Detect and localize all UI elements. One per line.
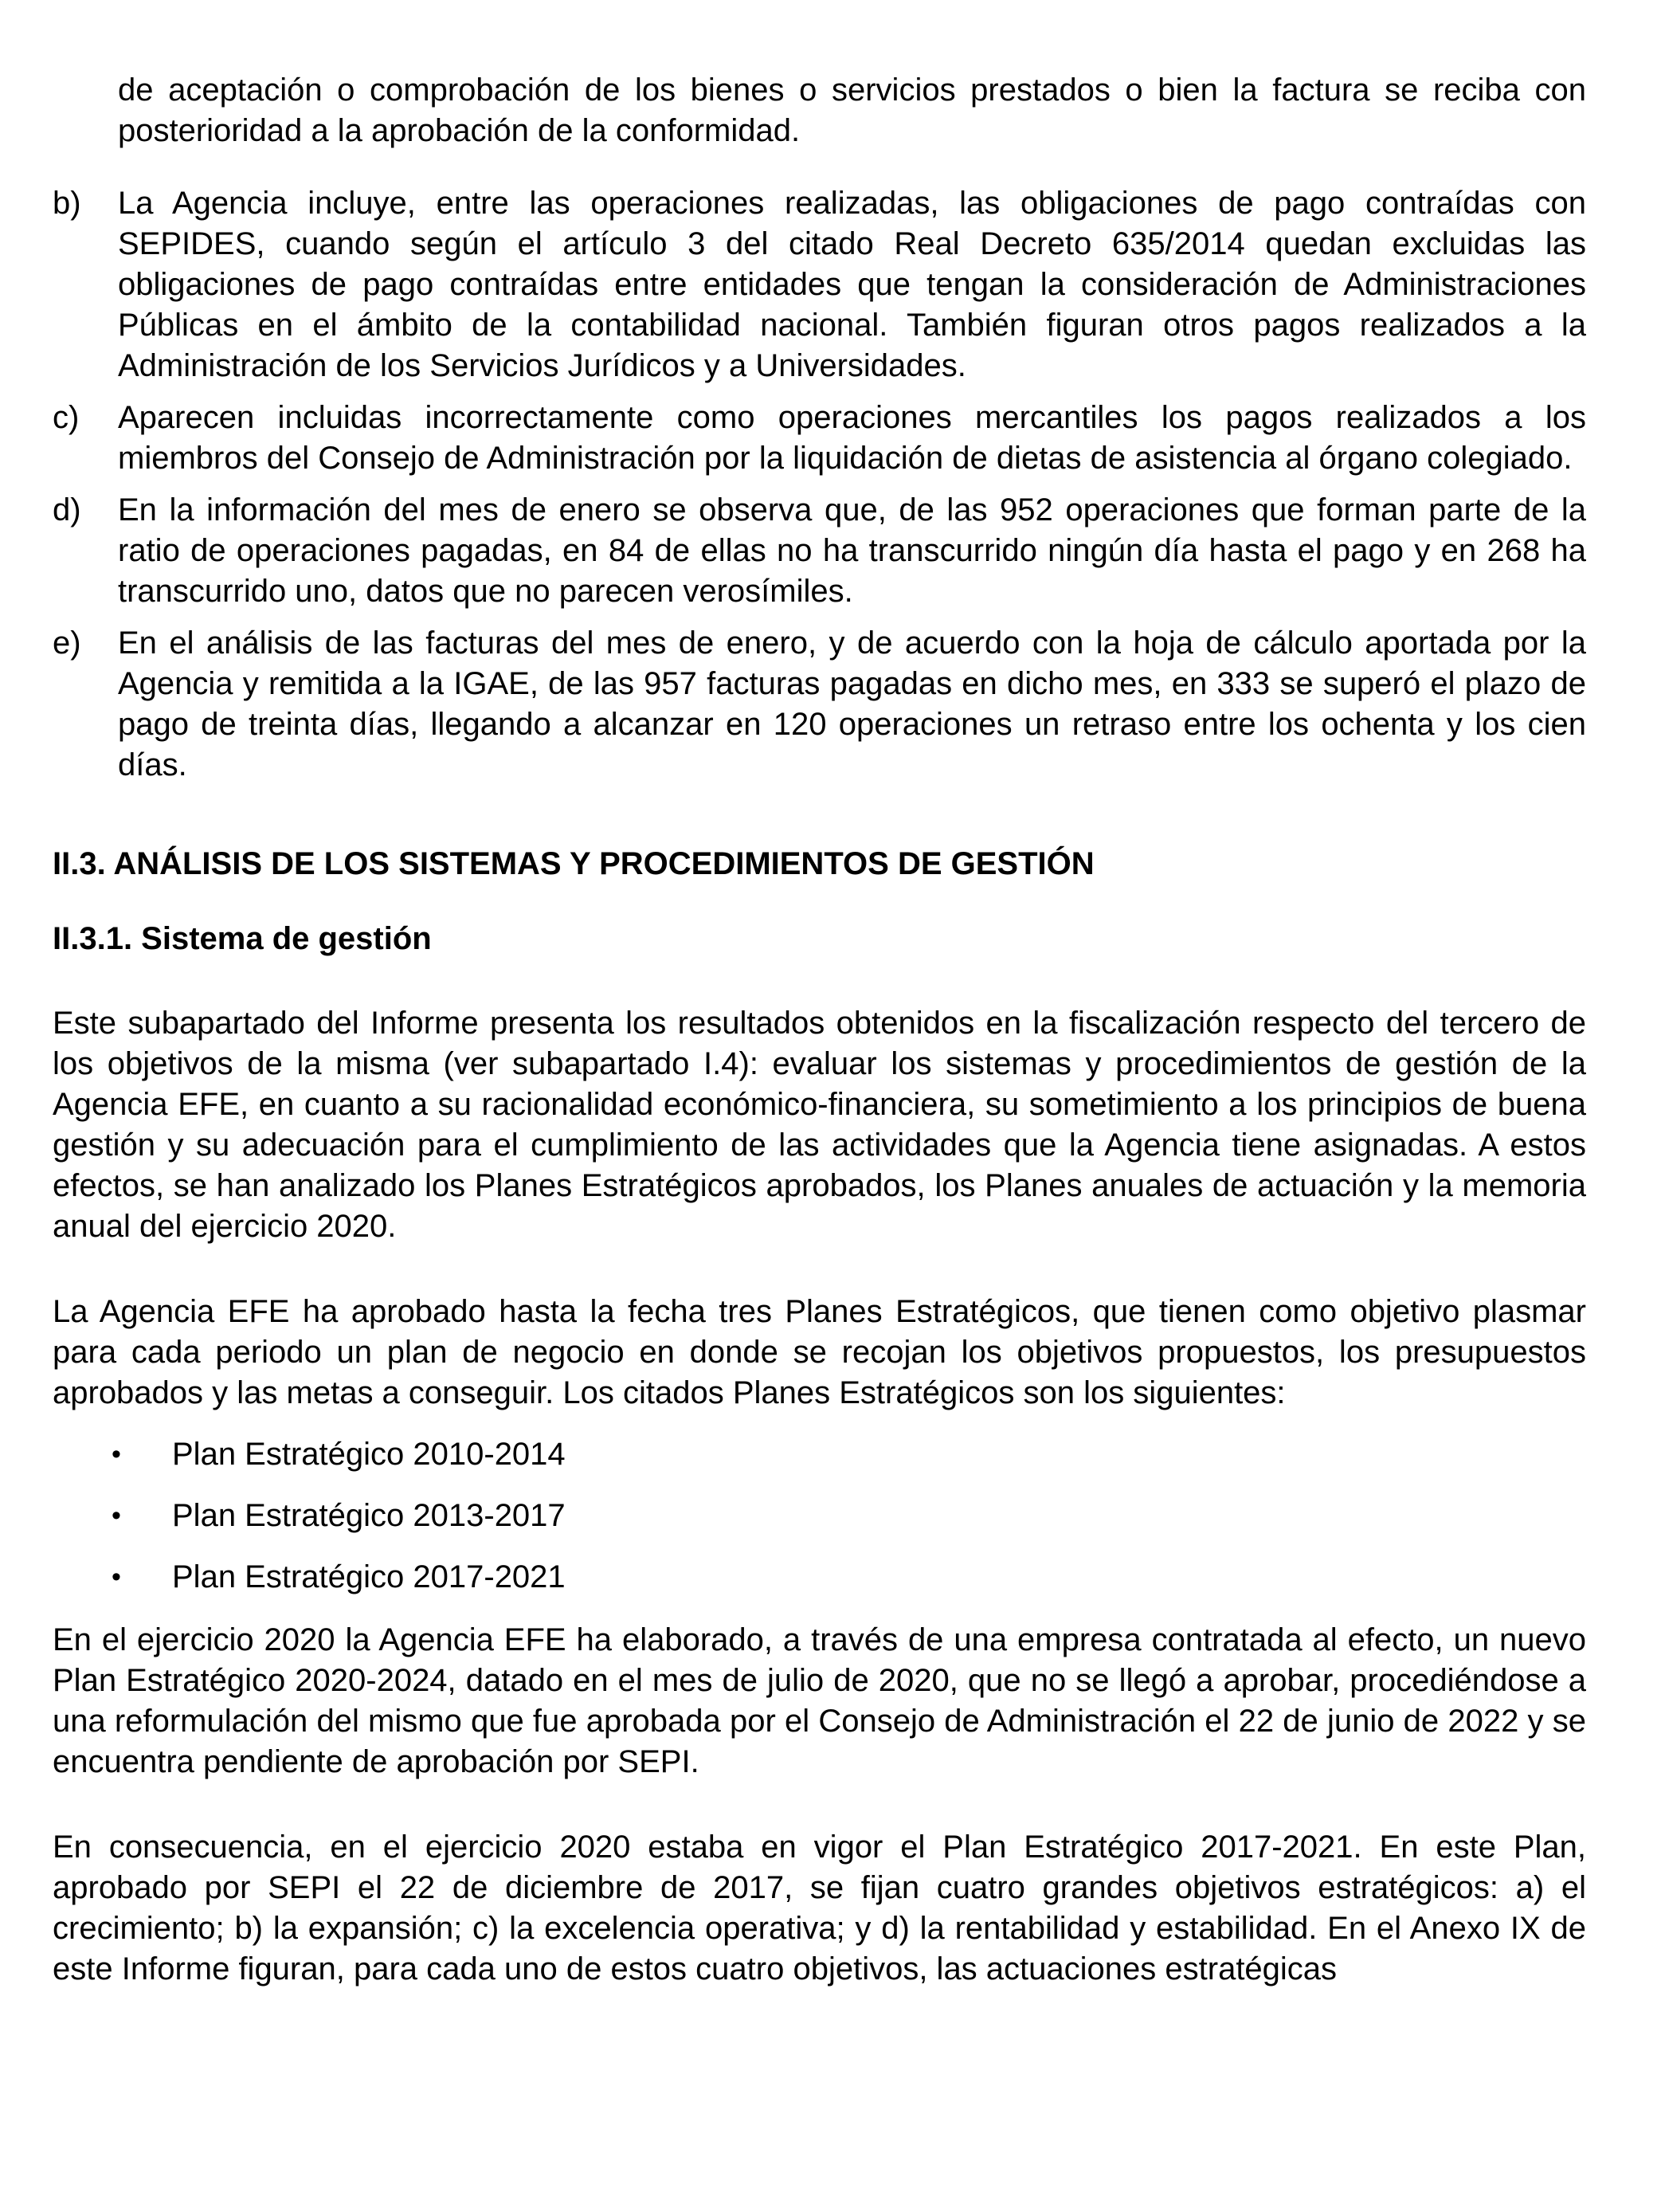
list-item-e: [53, 623, 1586, 786]
paragraph-strategic-plans: La Agencia EFE ha aprobado hasta la fecha tres Planes Estratégicos, que tienen como objetivo plasmar para cada periodo un plan de negocio en donde se recojan los objetivos propuestos, los presupuestos aprobados y las metas a conseguir. Los citados Planes Estratégicos son los siguientes:: [53, 1294, 1586, 1410]
bullet-icon: •: [112, 1439, 121, 1469]
list-item-c: [53, 398, 1586, 479]
paragraph-plan-in-force: En consecuencia, en el ejercicio 2020 estaba en vigor el Plan Estratégico 2017-2021. En este Plan, aprobado por SEPI el 22 de diciembre de 2017, se fijan cuatro grandes objetivos estratégicos: a) el crecimiento; b) la expansión; c) la excelencia operativa; y d) la rentabilidad y estabilidad. En el Anexo IX de este Informe figuran, para cada uno de estos cuatro objetivos, las actuaciones estratégicas: [53, 1830, 1586, 1986]
paragraph-objectives: Este subapartado del Informe presenta los resultados obtenidos en la fiscalización respecto del tercero de los objetivos de la misma (ver subapartado I.4): evaluar los sistemas y procedimientos de gestión de la Agencia EFE, en cuanto a su racionalidad económico-financiera, su sometimiento a los principios de buena gestión y su adecuación para el cumplimiento de las actividades que la Agencia tiene asignadas. A estos efectos, se han analizado los Planes Estratégicos aprobados, los Planes anuales de actuación y la memoria anual del ejercicio 2020.: [53, 1006, 1586, 1244]
bullet-text: Plan Estratégico 2013-2017: [172, 1498, 566, 1533]
list-marker: b): [53, 186, 81, 221]
bullet-item: [112, 1434, 1586, 1475]
section-heading: II.3. ANÁLISIS DE LOS SISTEMAS Y PROCEDIMIENTOS DE GESTIÓN: [53, 846, 1095, 881]
bullet-text: Plan Estratégico 2017-2021: [172, 1559, 566, 1594]
list-item-text: En la información del mes de enero se observa que, de las 952 operaciones que forman parte de la ratio de operaciones pagadas, en 84 de ellas no ha transcurrido ningún día hasta el pago y en 268 ha transcurrido uno, datos que no parecen verosímiles.: [118, 492, 1586, 609]
continuation-paragraph: de aceptación o comprobación de los bienes o servicios prestados o bien la factura se reciba con posterioridad a la aprobación de la conformidad.: [118, 73, 1586, 148]
list-marker: e): [53, 626, 81, 661]
list-item-text: Aparecen incluidas incorrectamente como operaciones mercantiles los pagos realizados a los miembros del Consejo de Administración por la liquidación de dietas de asistencia al órgano colegiado.: [118, 400, 1586, 476]
list-item-d: [53, 490, 1586, 612]
list-item-text: La Agencia incluye, entre las operaciones realizadas, las obligaciones de pago contraídas con SEPIDES, cuando según el artículo 3 del citado Real Decreto 635/2014 quedan excluidas las obligaciones de pago contraídas entre entidades que tengan la consideración de Administraciones Públicas en el ámbito de la contabilidad nacional. También figuran otros pagos realizados a la Administración de los Servicios Jurídicos y a Universidades.: [118, 186, 1586, 383]
paragraph-new-plan: En el ejercicio 2020 la Agencia EFE ha elaborado, a través de una empresa contratada al efecto, un nuevo Plan Estratégico 2020-2024, datado en el mes de julio de 2020, que no se llegó a aprobar, procediéndose a una reformulación del mismo que fue aprobada por el Consejo de Administración el 22 de junio de 2022 y se encuentra pendiente de aprobación por SEPI.: [53, 1622, 1586, 1779]
list-marker: c): [53, 400, 80, 435]
bullet-icon: •: [112, 1500, 121, 1531]
subsection-heading: II.3.1. Sistema de gestión: [53, 921, 432, 956]
list-item-b: [53, 183, 1586, 386]
list-marker: d): [53, 492, 81, 528]
bullet-icon: •: [112, 1562, 121, 1592]
bullet-item: [112, 1557, 1586, 1598]
bullet-item: [112, 1496, 1586, 1536]
list-item-text: En el análisis de las facturas del mes de enero, y de acuerdo con la hoja de cálculo aportada por la Agencia y remitida a la IGAE, de las 957 facturas pagadas en dicho mes, en 333 se superó el plazo de pago de treinta días, llegando a alcanzar en 120 operaciones un retraso entre los ochenta y los cien días.: [118, 626, 1586, 782]
bullet-text: Plan Estratégico 2010-2014: [172, 1437, 566, 1472]
document-page: [53, 70, 1586, 1990]
